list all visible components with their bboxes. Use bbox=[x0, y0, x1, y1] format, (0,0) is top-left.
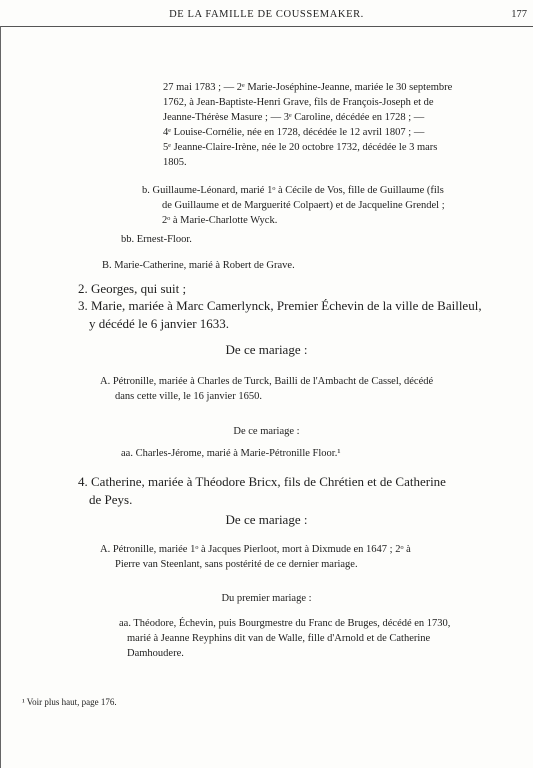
text-line: Pierre van Steenlant, sans postérité de ce dernier mariage. bbox=[115, 559, 358, 570]
text-line: y décédé le 6 janvier 1633. bbox=[89, 316, 230, 331]
section-heading: De ce mariage : bbox=[225, 342, 308, 357]
footnote: ¹ Voir plus haut, page 176. bbox=[22, 697, 117, 707]
entry-catherine-bricx bbox=[78, 473, 446, 509]
text-line: 4ᵉ Louise-Cornélie, née en 1728, décédée le 12 avril 1807 ; — bbox=[163, 127, 425, 138]
text-line: marié à Jeanne Reyphins dit van de Walle, fille d'Arnold et de Catherine bbox=[127, 633, 431, 644]
section-heading: Du premier mariage : bbox=[221, 593, 312, 604]
entry-theodore bbox=[119, 616, 450, 661]
left-margin-rule bbox=[0, 26, 1, 768]
text-line: 2ᵒ à Marie-Charlotte Wyck. bbox=[162, 215, 278, 226]
text-line: 1762, à Jean-Baptiste-Henri Grave, fils de François-Joseph et de bbox=[163, 97, 434, 108]
text-line: A. Pétronille, mariée à Charles de Turck, Bailli de l'Ambacht de Cassel, décédé bbox=[100, 376, 434, 387]
header-rule bbox=[0, 26, 533, 27]
entry-charles-jerome: aa. Charles-Jérome, marié à Marie-Pétronille Floor.¹ bbox=[121, 448, 341, 459]
paragraph-daughters-list bbox=[163, 80, 452, 170]
entry-ernest-floor: bb. Ernest-Floor. bbox=[121, 234, 192, 245]
text-line: b. Guillaume-Léonard, marié 1ᵒ à Cécile de Vos, fille de Guillaume (fils bbox=[142, 185, 444, 196]
entry-marie-catherine: B. Marie-Catherine, marié à Robert de Grave. bbox=[102, 260, 295, 271]
page-number: 177 bbox=[511, 9, 527, 20]
text-line: 3. Marie, mariée à Marc Camerlynck, Premier Échevin de la ville de Bailleul, bbox=[78, 298, 482, 313]
paragraph-guillaume-leonard bbox=[142, 183, 445, 228]
text-line: 27 mai 1783 ; — 2ᵉ Marie-Joséphine-Jeanne, mariée le 30 septembre bbox=[163, 82, 453, 93]
running-header-title: DE LA FAMILLE DE COUSSEMAKER. bbox=[169, 9, 364, 20]
text-line: Jeanne-Thérèse Masure ; — 3ᵉ Caroline, décédée en 1728 ; — bbox=[163, 112, 425, 123]
entry-marie-camerlynck bbox=[78, 297, 482, 333]
text-line: aa. Théodore, Échevin, puis Bourgmestre du Franc de Bruges, décédé en 1730, bbox=[119, 618, 451, 629]
text-line: 1805. bbox=[163, 157, 187, 168]
text-line: 4. Catherine, mariée à Théodore Bricx, fils de Chrétien et de Catherine bbox=[78, 474, 446, 489]
text-line: A. Pétronille, mariée 1ᵒ à Jacques Pierloot, mort à Dixmude en 1647 ; 2ᵒ à bbox=[100, 544, 411, 555]
text-line: dans cette ville, le 16 janvier 1650. bbox=[115, 391, 262, 402]
text-line: Damhoudere. bbox=[127, 648, 184, 659]
text-line: de Peys. bbox=[89, 492, 133, 507]
section-heading: De ce mariage : bbox=[225, 512, 308, 527]
entry-petronille-de-turck bbox=[100, 374, 433, 404]
section-heading: De ce mariage : bbox=[233, 426, 300, 437]
entry-petronille-pierloot bbox=[100, 542, 411, 572]
text-line: de Guillaume et de Marguerité Colpaert) et de Jacqueline Grendel ; bbox=[162, 200, 445, 211]
text-line: 5ᵉ Jeanne-Claire-Irène, née le 20 octobre 1732, décédée le 3 mars bbox=[163, 142, 438, 153]
entry-georges: 2. Georges, qui suit ; bbox=[78, 281, 187, 296]
